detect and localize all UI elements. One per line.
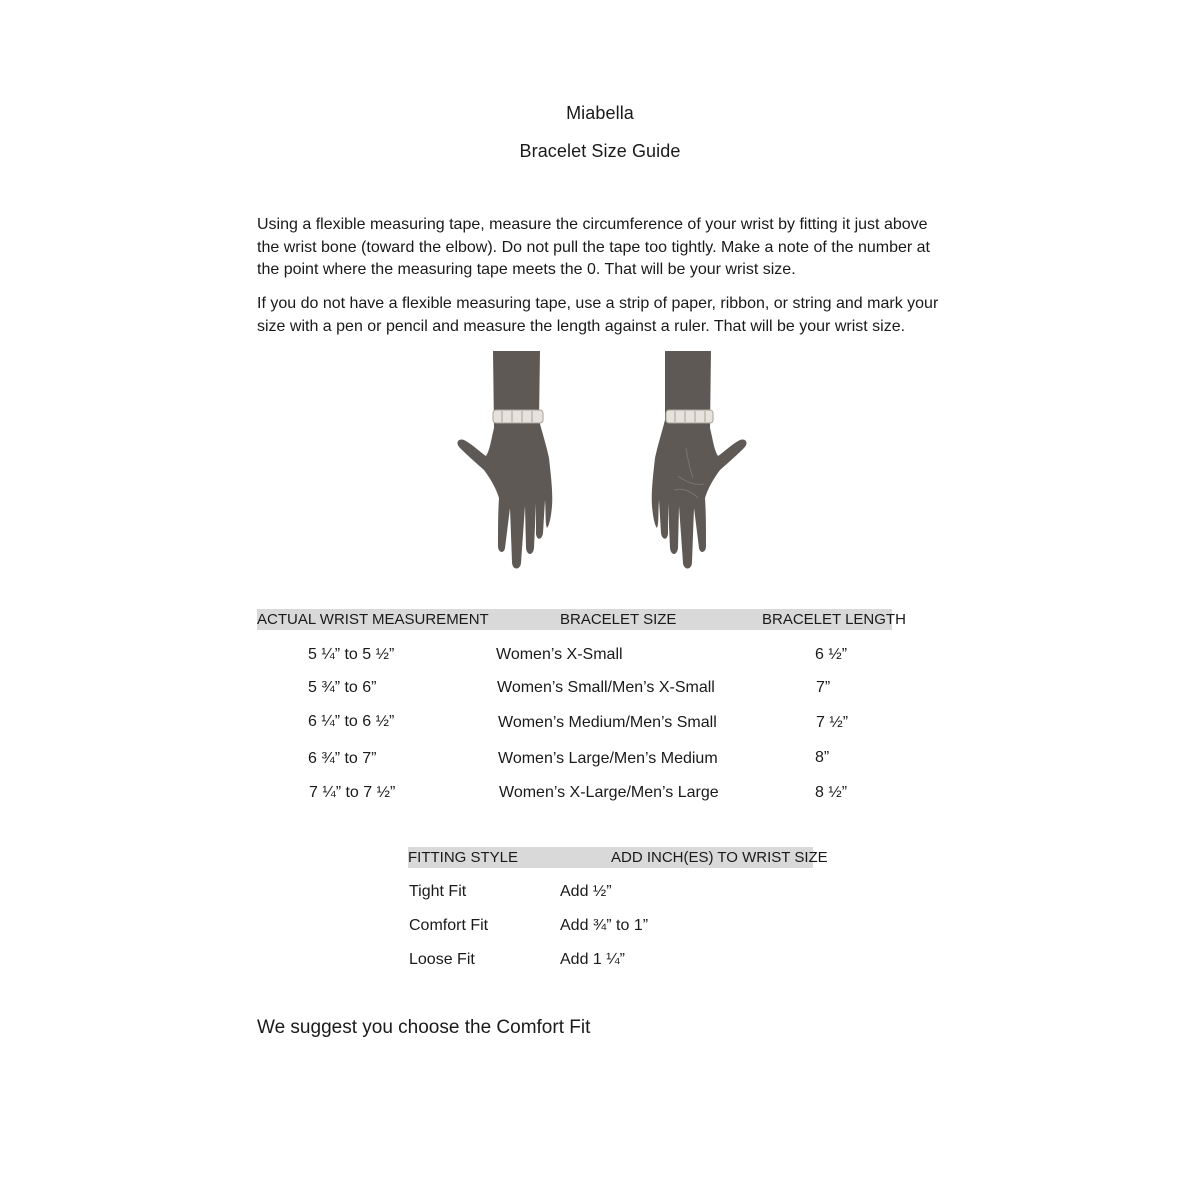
size-header-size: BRACELET SIZE bbox=[560, 611, 677, 628]
page-title: Bracelet Size Guide bbox=[519, 141, 681, 161]
size-header-wrist: ACTUAL WRIST MEASUREMENT bbox=[257, 611, 489, 628]
wrist-cell: 6 ¼” to 6 ½” bbox=[308, 713, 395, 730]
wrist-cell: 5 ¼” to 5 ½” bbox=[308, 646, 395, 663]
size-cell: Women’s X-Small bbox=[496, 646, 623, 663]
right-hand-icon bbox=[652, 351, 747, 569]
fit-style-cell: Loose Fit bbox=[409, 951, 475, 968]
wrist-cell: 6 ¾” to 7” bbox=[308, 750, 377, 767]
wrist-cell: 5 ¾” to 6” bbox=[308, 679, 377, 696]
fit-add-cell: Add 1 ¼” bbox=[560, 951, 625, 968]
instruction-paragraph-2: If you do not have a flexible measuring tape, use a strip of paper, ribbon, or string and mark your size with a pen or pencil and measure the length against a ruler. That will be your wrist size. bbox=[257, 295, 939, 335]
right-hand-shape bbox=[652, 351, 747, 569]
size-cell: Women’s Large/Men’s Medium bbox=[498, 750, 718, 767]
left-hand-shape bbox=[457, 351, 552, 569]
size-header-length: BRACELET LENGTH bbox=[762, 611, 906, 628]
size-cell: Women’s Medium/Men’s Small bbox=[498, 714, 717, 731]
size-cell: Women’s Small/Men’s X-Small bbox=[497, 679, 715, 696]
fit-style-cell: Comfort Fit bbox=[409, 917, 489, 934]
left-hand-icon bbox=[457, 351, 552, 569]
fit-style-cell: Tight Fit bbox=[409, 883, 467, 900]
hands-illustration bbox=[450, 348, 760, 570]
suggestion-text: We suggest you choose the Comfort Fit bbox=[257, 1017, 591, 1038]
fit-add-cell: Add ½” bbox=[560, 883, 612, 900]
size-cell: Women’s X-Large/Men’s Large bbox=[499, 784, 719, 801]
instruction-paragraph-1: Using a flexible measuring tape, measure the circumference of your wrist by fitting it just above the wrist bone (toward the elbow). Do not pull the tape too tightly. Make a note of the number at the point where the measuring tape meets the 0. That will be your wrist size. bbox=[257, 216, 930, 278]
fit-header-style: FITTING STYLE bbox=[408, 849, 519, 866]
right-bracelet bbox=[666, 410, 713, 423]
length-cell: 8 ½” bbox=[815, 784, 848, 801]
fit-header-add: ADD INCH(ES) TO WRIST SIZE bbox=[611, 849, 828, 866]
left-bracelet bbox=[493, 410, 543, 423]
brand-title: Miabella bbox=[566, 103, 634, 123]
fit-add-cell: Add ¾” to 1” bbox=[560, 917, 649, 934]
length-cell: 7” bbox=[816, 679, 831, 696]
length-cell: 8” bbox=[815, 749, 830, 766]
length-cell: 6 ½” bbox=[815, 646, 848, 663]
wrist-cell: 7 ¼” to 7 ½” bbox=[309, 784, 396, 801]
length-cell: 7 ½” bbox=[816, 714, 849, 731]
